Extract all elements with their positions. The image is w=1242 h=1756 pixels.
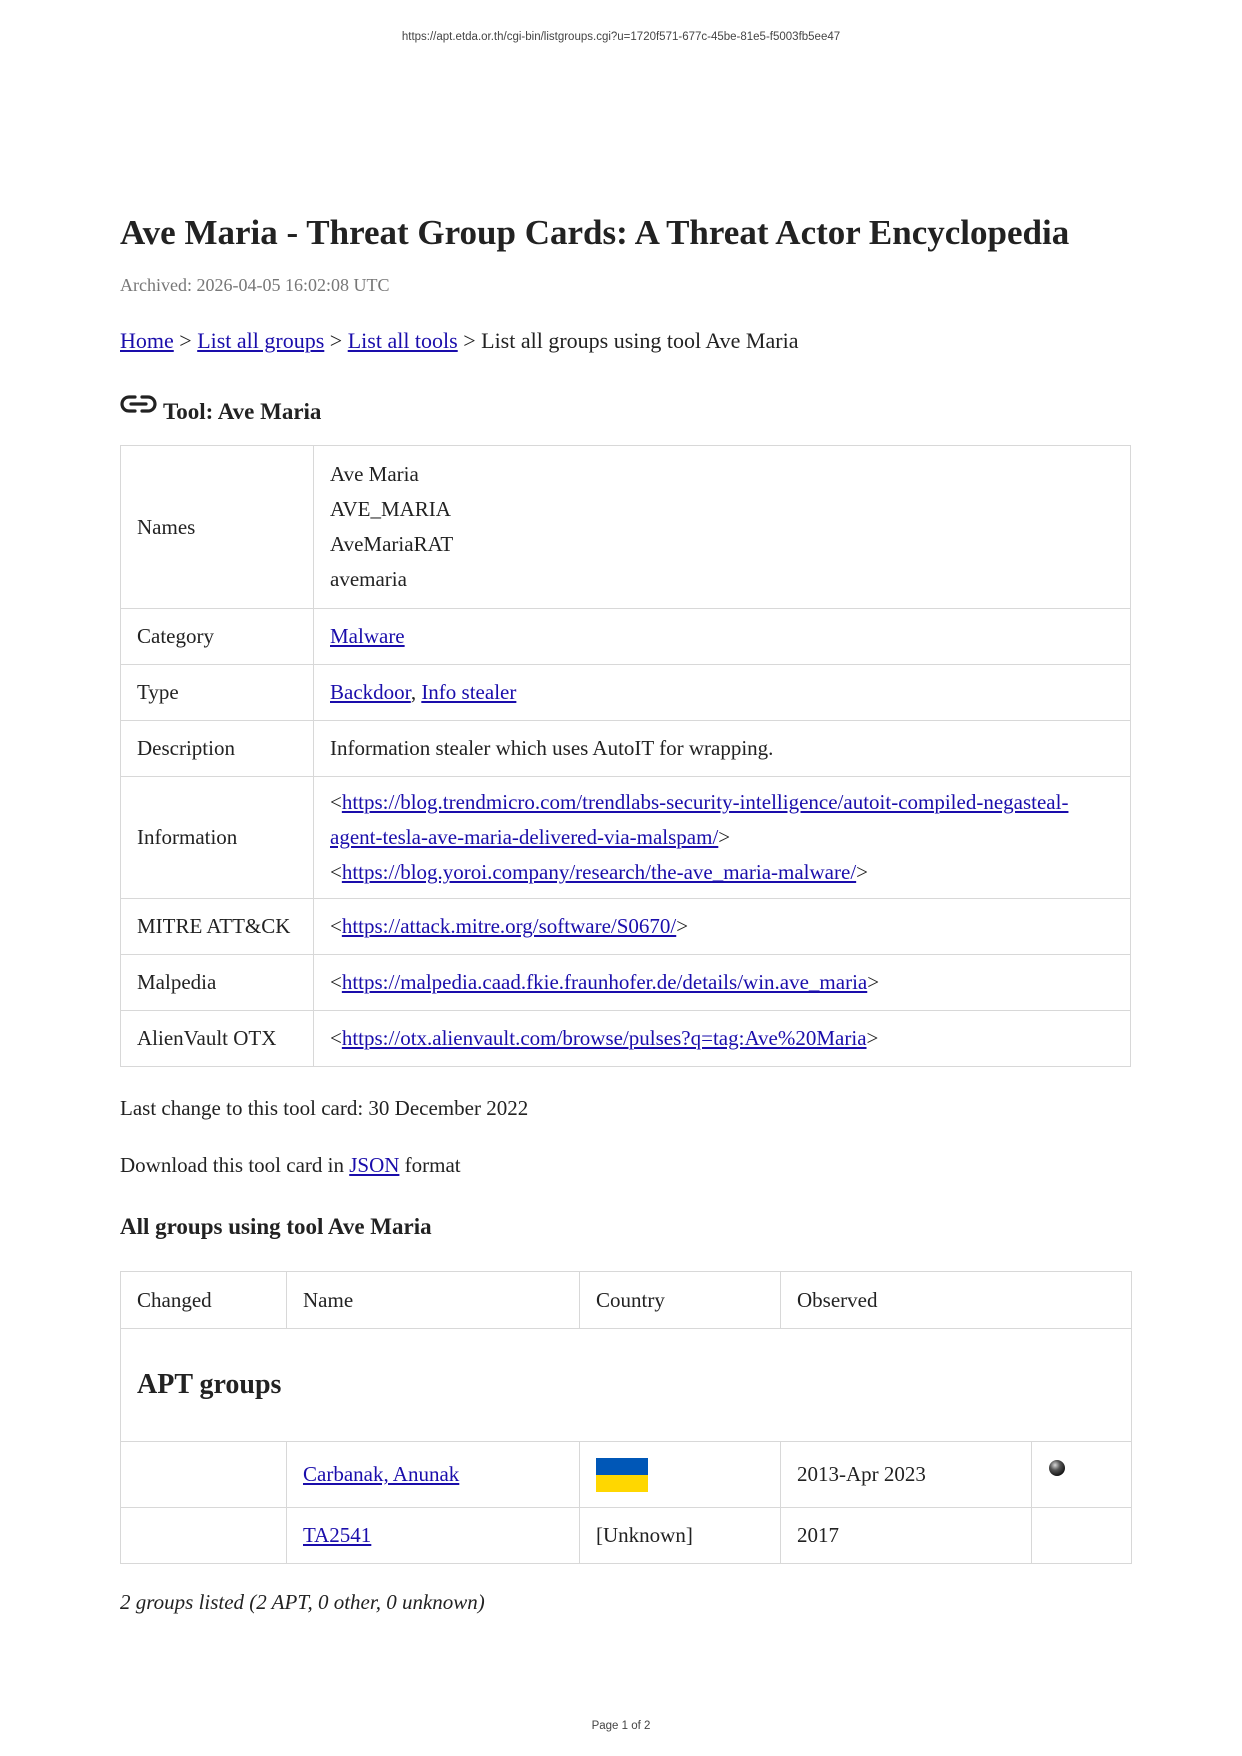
angle-close: >: [676, 914, 689, 938]
names-value: [314, 446, 1131, 609]
information-link-line: [330, 855, 1114, 890]
name-cell: [287, 1508, 580, 1564]
name-item: Ave Maria: [330, 462, 419, 486]
information-label: Information: [121, 777, 314, 899]
angle-open: <: [330, 1026, 342, 1050]
marker-cell: [1032, 1508, 1132, 1564]
breadcrumb-separator: >: [173, 328, 198, 353]
column-header-observed[interactable]: Observed: [781, 1272, 1132, 1329]
column-header-name[interactable]: Name: [287, 1272, 580, 1329]
breadcrumb-separator: >: [324, 328, 348, 353]
mitre-row: [121, 899, 1131, 955]
malpedia-label: Malpedia: [121, 955, 314, 1011]
groups-summary: 2 groups listed (2 APT, 0 other, 0 unknown): [120, 1590, 485, 1614]
sphere-icon: [1048, 1459, 1066, 1477]
angle-close: >: [866, 1026, 879, 1050]
otx-row: [121, 1011, 1131, 1067]
page-url-header: https://apt.etda.or.th/cgi-bin/listgroups.cgi?u=1720f571-677c-45be-81e5-f5003fb5ee47: [401, 31, 841, 43]
names-label: Names: [121, 446, 314, 609]
description-value: Information stealer which uses AutoIT for wrapping.: [314, 721, 1131, 777]
type-value: [314, 665, 1131, 721]
description-row: [121, 721, 1131, 777]
mitre-value: [314, 899, 1131, 955]
angle-close: >: [867, 970, 880, 994]
apt-groups-section-row: [121, 1329, 1132, 1442]
otx-value: [314, 1011, 1131, 1067]
mitre-link[interactable]: https://attack.mitre.org/software/S0670/: [341, 914, 677, 938]
download-prefix: Download this tool card in: [120, 1153, 350, 1177]
category-value: [314, 609, 1131, 665]
description-label: Description: [121, 721, 314, 777]
type-backdoor-link[interactable]: Backdoor: [330, 680, 411, 704]
country-cell: [580, 1442, 781, 1508]
flag-bottom-stripe: [596, 1475, 648, 1492]
name-cell: [287, 1442, 580, 1508]
name-item: AveMariaRAT: [330, 532, 454, 556]
observed-cell: 2017: [781, 1508, 1032, 1564]
otx-link[interactable]: https://otx.alienvault.com/browse/pulses?q=tag:Ave%20Maria: [341, 1026, 867, 1050]
country-cell: [Unknown]: [580, 1508, 781, 1564]
marker-cell: [1032, 1442, 1132, 1508]
json-download-link[interactable]: JSON: [349, 1153, 400, 1177]
breadcrumb-home-link[interactable]: Home: [120, 328, 174, 353]
information-row: [121, 777, 1131, 899]
page-number: Page 1 of 2: [591, 1720, 651, 1732]
type-row: [121, 665, 1131, 721]
trendmicro-link[interactable]: https://blog.trendmicro.com/trendlabs-security-intelligence/autoit-compiled-negasteal-agent-tesla-ave-maria-delivered-via-malspam/: [330, 790, 1069, 849]
name-item: avemaria: [330, 567, 407, 591]
groups-header-row: [121, 1272, 1132, 1329]
type-label: Type: [121, 665, 314, 721]
information-link-line: [330, 785, 1114, 855]
type-info-stealer-link[interactable]: Info stealer: [421, 680, 517, 704]
otx-label: AlienVault OTX: [121, 1011, 314, 1067]
flag-top-stripe: [596, 1458, 648, 1475]
breadcrumb-list-groups-link[interactable]: List all groups: [197, 328, 325, 353]
main-content: [120, 210, 1130, 1616]
breadcrumb-list-tools-link[interactable]: List all tools: [347, 328, 458, 353]
apt-groups-cell: [121, 1329, 1132, 1442]
category-link[interactable]: Malware: [330, 624, 405, 648]
tool-title: Tool: Ave Maria: [163, 399, 322, 424]
breadcrumb: [120, 327, 1130, 355]
changed-cell: [121, 1442, 287, 1508]
groups-table: [120, 1271, 1132, 1564]
angle-open: <: [330, 914, 342, 938]
archived-timestamp: Archived: 2026-04-05 16:02:08 UTC: [120, 275, 390, 295]
mitre-label: MITRE ATT&CK: [121, 899, 314, 955]
category-label: Category: [121, 609, 314, 665]
download-line: [120, 1151, 1130, 1179]
category-row: [121, 609, 1131, 665]
groups-heading: All groups using tool Ave Maria: [120, 1214, 432, 1239]
information-value: [314, 777, 1131, 899]
malpedia-value: [314, 955, 1131, 1011]
angle-open: <: [330, 790, 342, 814]
angle-open: <: [330, 970, 342, 994]
angle-close: >: [718, 825, 731, 849]
group-link-ta2541[interactable]: TA2541: [303, 1523, 372, 1547]
changed-cell: [121, 1508, 287, 1564]
last-change-text: Last change to this tool card: 30 December 2022: [120, 1096, 529, 1120]
tool-info-table: [120, 445, 1131, 1067]
observed-cell: 2013-Apr 2023: [781, 1442, 1032, 1508]
name-item: AVE_MARIA: [330, 497, 451, 521]
download-suffix: format: [399, 1153, 461, 1177]
column-header-country[interactable]: Country: [580, 1272, 781, 1329]
ukraine-flag-icon: [596, 1458, 648, 1492]
table-row: [121, 1508, 1132, 1564]
malpedia-link[interactable]: https://malpedia.caad.fkie.fraunhofer.de/details/win.ave_maria: [341, 970, 868, 994]
type-separator: ,: [410, 680, 422, 704]
group-link-carbanak[interactable]: Carbanak, Anunak: [303, 1462, 460, 1486]
page-title: Ave Maria - Threat Group Cards: A Threat Actor Encyclopedia: [120, 213, 1070, 252]
table-row: [121, 1442, 1132, 1508]
angle-open: <: [330, 860, 342, 884]
apt-groups-heading: APT groups: [137, 1369, 282, 1400]
breadcrumb-current: > List all groups using tool Ave Maria: [457, 328, 799, 353]
link-icon: [120, 393, 157, 417]
column-header-changed[interactable]: Changed: [121, 1272, 287, 1329]
tool-heading: [120, 391, 1130, 427]
angle-close: >: [856, 860, 868, 884]
names-row: [121, 446, 1131, 609]
yoroi-link[interactable]: https://blog.yoroi.company/research/the-ave_maria-malware/: [341, 860, 857, 884]
malpedia-row: [121, 955, 1131, 1011]
